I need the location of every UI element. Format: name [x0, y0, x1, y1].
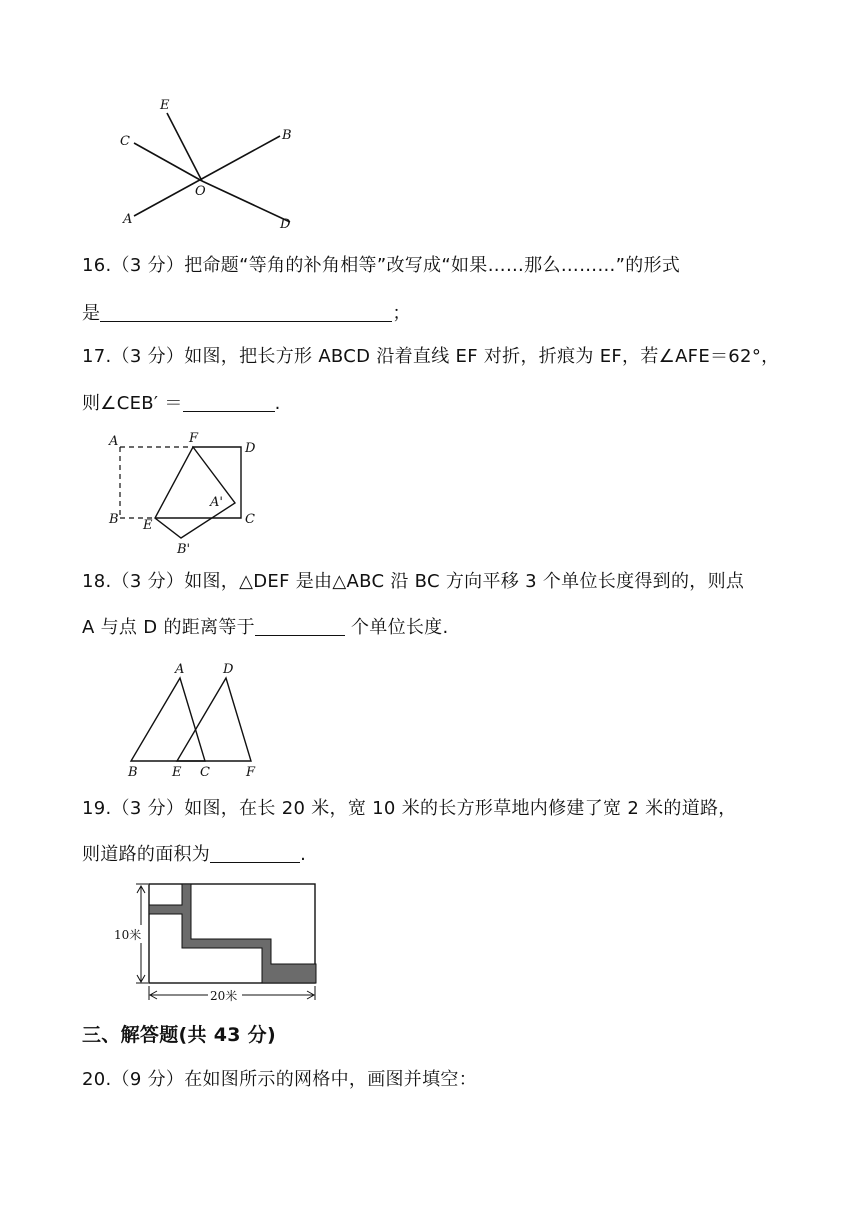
label-E: E [143, 518, 153, 533]
q17-line2 [82, 392, 281, 416]
q19-figure [112, 880, 322, 1008]
q20-line1: 20.（9 分）在如图所示的网格中，画图并填空： [82, 1069, 477, 1090]
label-A-prime: A' [210, 495, 223, 510]
q17-suffix: . [274, 393, 281, 414]
label-C: C [245, 512, 255, 527]
q19-line2 [82, 843, 306, 867]
q19-suffix: . [300, 844, 307, 865]
label-B: B [128, 765, 138, 780]
label-A: A [123, 212, 133, 227]
label-B: B [282, 128, 292, 143]
label-E: E [160, 98, 170, 113]
section-heading: 三、解答题(共 43 分) [82, 1024, 276, 1046]
q17-figure [105, 430, 265, 560]
q18-prefix: A 与点 D 的距离等于 [82, 617, 255, 638]
q18-line1: 18.（3 分）如图，△DEF 是由△ABC 沿 BC 方向平移 3 个单位长度得到的，则点 [82, 571, 745, 592]
q17-line1: 17.（3 分）如图，把长方形 ABCD 沿着直线 EF 对折，折痕为 EF，若∠AFE＝62°， [82, 346, 780, 367]
width-label: 20米 [210, 989, 238, 1003]
label-D: D [245, 441, 256, 456]
q17-prefix: 则∠CEB′ ＝ [82, 393, 183, 414]
label-A: A [175, 662, 185, 677]
label-F: F [246, 765, 256, 780]
label-C: C [120, 134, 130, 149]
q16-line1: 16.（3 分）把命题“等角的补角相等”改写成“如果……那么………”的形式 [82, 255, 681, 276]
q16-suffix: ； [392, 303, 411, 324]
label-A: A [109, 434, 119, 449]
height-label: 10米 [114, 928, 142, 942]
q16-answer-blank[interactable] [100, 303, 392, 322]
label-D: D [223, 662, 234, 677]
q16-prefix: 是 [82, 303, 101, 324]
label-E: E [172, 765, 182, 780]
label-B-prime: B' [177, 542, 191, 557]
q18-figure [120, 660, 270, 780]
q17-answer-blank[interactable] [183, 393, 275, 412]
label-O: O [195, 184, 206, 199]
label-C: C [200, 765, 210, 780]
q19-answer-blank[interactable] [210, 844, 300, 863]
q19-line1: 19.（3 分）如图，在长 20 米，宽 10 米的长方形草地内修建了宽 2 米的道路， [82, 798, 737, 819]
q16-line2 [82, 302, 411, 326]
q18-line2 [82, 616, 449, 640]
q18-answer-blank[interactable] [255, 617, 345, 636]
label-F: F [189, 431, 199, 446]
q15-figure [110, 95, 310, 235]
q18-suffix: 个单位长度. [344, 617, 449, 638]
label-D: D [280, 217, 291, 232]
label-B: B [109, 512, 119, 527]
q19-prefix: 则道路的面积为 [82, 844, 211, 865]
